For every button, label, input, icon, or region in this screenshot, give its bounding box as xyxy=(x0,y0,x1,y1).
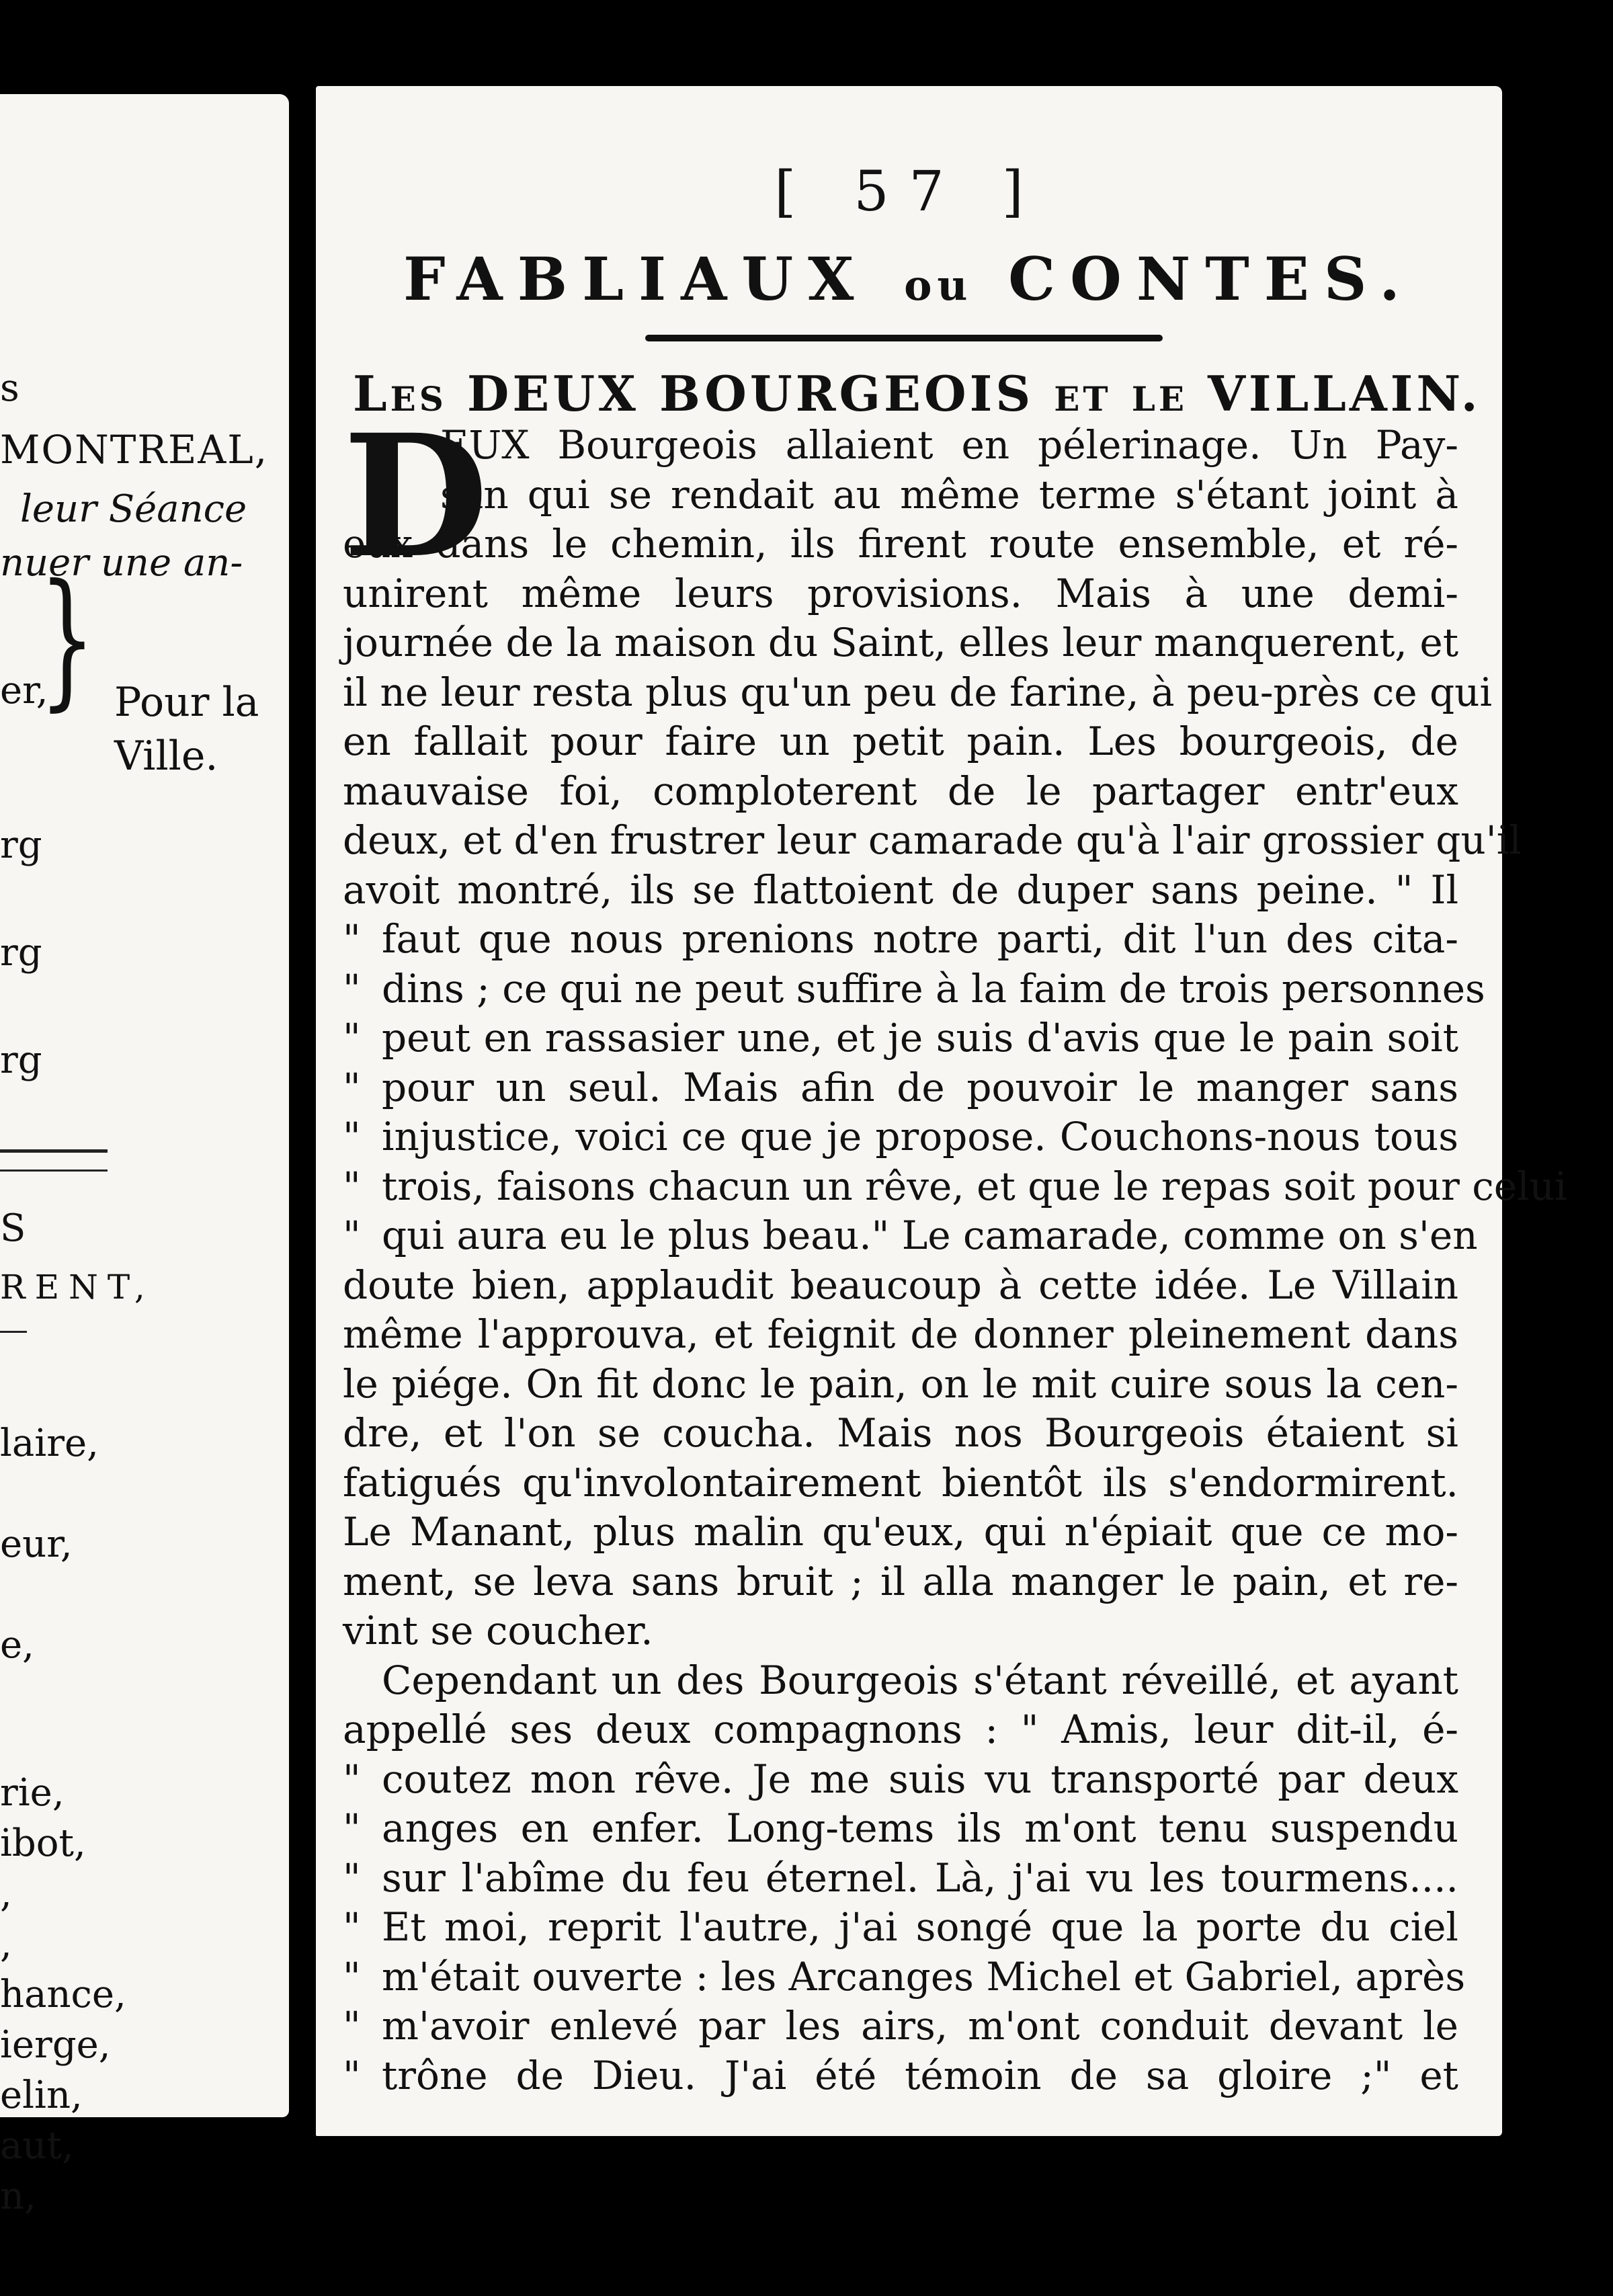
text-line xyxy=(343,1854,1458,1903)
text-line xyxy=(343,1162,1567,1212)
text-line-content: le piége. On fit donc le pain, on le mit cuire sous la cen- xyxy=(343,1360,1458,1407)
text-line-content: en fallait pour faire un petit pain. Les bourgeois, de xyxy=(343,719,1458,764)
left-page-line: s xyxy=(0,366,19,410)
text-line-content: deux, et d'en frustrer leur camarade qu'à l'air grossier qu'il xyxy=(343,817,1522,863)
curly-brace-icon: } xyxy=(39,552,95,725)
text-line xyxy=(343,1656,1458,1706)
text-line xyxy=(343,421,1458,470)
running-title-end: CONTES. xyxy=(1008,244,1415,314)
text-line xyxy=(343,1310,1458,1360)
text-line-content: Le Manant, plus malin qu'eux, qui n'épiait que ce mo- xyxy=(343,1509,1458,1555)
text-line xyxy=(343,1063,1458,1113)
text-line xyxy=(343,618,1458,668)
paragraph-1 xyxy=(343,397,1567,1656)
text-line xyxy=(343,470,1458,520)
quote-mark: " xyxy=(343,965,361,1012)
text-line-content: trône de Dieu. J'ai été témoin de sa gloire ;" et xyxy=(382,2052,1458,2098)
text-line-content: doute bien, applaudit beaucoup à cette idée. Le Villain xyxy=(343,1262,1458,1308)
text-line xyxy=(343,1360,1458,1409)
text-line xyxy=(343,1014,1458,1063)
text-line xyxy=(343,816,1522,866)
brace-label-2: Ville. xyxy=(114,733,218,780)
left-page-fragment xyxy=(0,94,289,2218)
text-line-content: EUX Bourgeois allaient en pélerinage. Un Pay- xyxy=(440,422,1458,468)
quote-mark: " xyxy=(343,1805,361,1851)
text-line xyxy=(343,767,1458,817)
left-page-line: S xyxy=(0,1206,26,1250)
text-line xyxy=(343,1705,1458,1755)
text-line-content: coutez mon rêve. Je me suis vu transporté par deux xyxy=(382,1756,1458,1802)
text-line-content: Cependant un des Bourgeois s'étant réveillé, et ayant xyxy=(382,1657,1458,1703)
text-line-content: avoit montré, ils se flattoient de duper sans peine. " Il xyxy=(343,866,1458,913)
left-page-line: , xyxy=(0,1922,12,1966)
text-line-content: pour un seul. Mais afin de pouvoir le manger sans xyxy=(382,1064,1458,1110)
left-page-line: RENT, xyxy=(0,1268,155,1307)
text-line xyxy=(343,520,1458,569)
text-line xyxy=(343,569,1458,619)
text-line xyxy=(343,1261,1458,1311)
text-line-content: fatigués qu'involontairement bientôt ils s'endormirent. xyxy=(343,1459,1458,1506)
text-line xyxy=(343,915,1458,965)
text-line-content: il ne leur resta plus qu'un peu de farine, à peu-près ce qui xyxy=(343,669,1493,715)
text-line xyxy=(343,1606,1458,1656)
quote-mark: " xyxy=(343,1756,361,1802)
quote-mark: " xyxy=(343,1015,361,1061)
text-line-content: journée de la maison du Saint, elles leur manquerent, et xyxy=(343,620,1458,665)
left-page-line: MONTREAL, xyxy=(0,427,269,473)
left-page-line: eur, xyxy=(0,1522,73,1566)
left-page-line: , xyxy=(0,1872,12,1916)
quote-mark: " xyxy=(343,1904,361,1950)
right-page xyxy=(316,86,1567,2136)
left-page-line: rg xyxy=(0,931,42,975)
text-line-content: ment, se leva sans bruit ; il alla manger le pain, et re- xyxy=(343,1558,1458,1604)
quote-mark: " xyxy=(343,916,361,962)
text-line-content: trois, faisons chacun un rêve, et que le repas soit pour celui xyxy=(382,1163,1567,1209)
left-page-line: nuer une an- xyxy=(0,541,243,585)
left-page-rule-thin xyxy=(0,1170,108,1172)
text-line xyxy=(343,1508,1458,1557)
left-page-line: rie, xyxy=(0,1771,65,1815)
text-line xyxy=(343,1903,1458,1953)
text-line xyxy=(343,1953,1466,2002)
story-title: Les DEUX BOURGEOIS et le VILLAIN. xyxy=(353,365,1481,422)
quote-mark: " xyxy=(343,1213,361,1258)
text-line-content: qui aura eu le plus beau." Le camarade, comme on s'en xyxy=(382,1213,1478,1258)
text-line xyxy=(343,1112,1458,1162)
text-line xyxy=(343,1755,1458,1805)
text-line xyxy=(343,866,1458,915)
running-title-main: FABLIAUX xyxy=(403,244,869,314)
quote-mark: " xyxy=(343,1114,361,1159)
title-rule xyxy=(645,335,1163,341)
text-line-content: anges en enfer. Long-tems ils m'ont tenu suspendu xyxy=(382,1805,1458,1851)
text-line-content: dins ; ce qui ne peut suffire à la faim de trois personnes xyxy=(382,965,1485,1012)
drop-cap: D xyxy=(343,397,489,595)
quote-mark: " xyxy=(343,1953,361,2000)
left-page-rule xyxy=(0,1149,108,1153)
left-page-line: e, xyxy=(0,1623,34,1667)
left-page-line: rg xyxy=(0,823,42,867)
page-number: [ 57 ] xyxy=(774,160,1044,224)
text-line-content: faut que nous prenions notre parti, dit l'un des cita- xyxy=(382,916,1458,962)
text-line-content: san qui se rendait au même terme s'étant joint à xyxy=(440,471,1458,518)
left-page-short-rule xyxy=(0,1331,27,1333)
text-line xyxy=(343,717,1458,767)
text-line xyxy=(343,2051,1458,2101)
running-title-ou: ou xyxy=(904,261,973,310)
text-line-content: Et moi, reprit l'autre, j'ai songé que la porte du ciel xyxy=(382,1904,1458,1950)
left-page-line: laire, xyxy=(0,1422,99,1465)
text-line-content: m'était ouverte : les Arcanges Michel et Gabriel, après xyxy=(382,1953,1466,2000)
left-page-line: rg xyxy=(0,1038,42,1082)
left-page-line: elin, xyxy=(0,2074,83,2117)
left-page-line: leur Séance xyxy=(20,487,247,531)
left-page-line: n, xyxy=(0,2174,36,2218)
paragraph-2 xyxy=(343,1656,1466,2101)
quote-mark: " xyxy=(343,2052,361,2098)
text-line xyxy=(343,1211,1478,1261)
left-page-line: ibot, xyxy=(0,1821,86,1865)
left-page-line: er, xyxy=(0,669,48,712)
text-line xyxy=(343,2002,1458,2051)
text-line-content: dre, et l'on se coucha. Mais nos Bourgeois étaient si xyxy=(343,1410,1458,1456)
quote-mark: " xyxy=(343,1854,361,1901)
text-line-content: mauvaise foi, comploterent de le partager entr'eux xyxy=(343,768,1458,814)
text-line-content: unirent même leurs provisions. Mais à une demi- xyxy=(343,570,1458,616)
text-line-content: sur l'abîme du feu éternel. Là, j'ai vu les tourmens.... xyxy=(382,1854,1458,1901)
text-line-content: eux dans le chemin, ils firent route ensemble, et ré- xyxy=(343,521,1458,567)
left-page-line: ierge, xyxy=(0,2023,111,2067)
text-line-content: peut en rassasier une, et je suis d'avis que le pain soit xyxy=(382,1015,1458,1061)
text-line xyxy=(343,1409,1458,1459)
text-line xyxy=(343,1804,1458,1854)
quote-mark: " xyxy=(343,1064,361,1110)
body-text xyxy=(343,397,1567,2100)
text-line-content: injustice, voici ce que je propose. Couchons-nous tous xyxy=(382,1114,1458,1159)
left-page-line: aut, xyxy=(0,2124,74,2168)
text-line xyxy=(343,1557,1458,1607)
left-page-line: hance, xyxy=(0,1973,126,2016)
quote-mark: " xyxy=(343,1163,361,1209)
text-line-content: m'avoir enlevé par les airs, m'ont conduit devant le xyxy=(382,2003,1458,2049)
text-line xyxy=(343,1459,1458,1508)
quote-mark: " xyxy=(343,2003,361,2049)
text-line-content: appellé ses deux compagnons : " Amis, leur dit-il, é- xyxy=(343,1707,1458,1752)
text-line-content: même l'approuva, et feignit de donner pleinement dans xyxy=(343,1311,1458,1357)
running-title xyxy=(316,244,1502,314)
text-line xyxy=(343,668,1493,718)
text-line xyxy=(343,965,1485,1014)
brace-label-1: Pour la xyxy=(114,679,259,726)
text-line-content: vint se coucher. xyxy=(343,1608,653,1653)
